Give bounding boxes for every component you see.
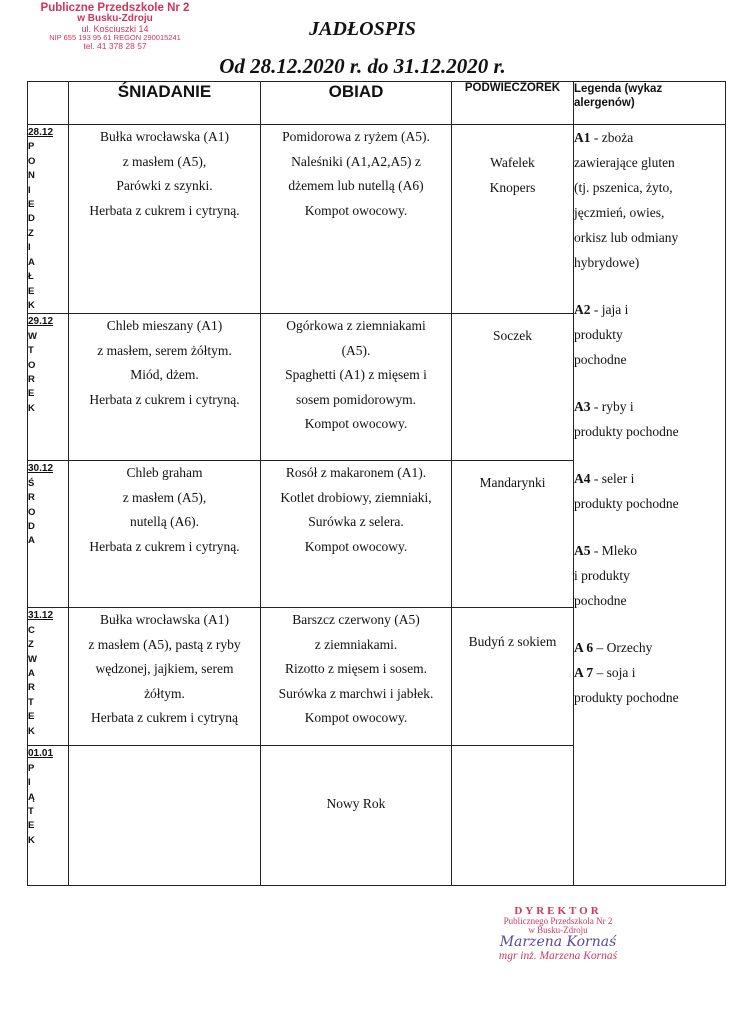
stamp-line-3: ul. Kościuszki 14 — [81, 23, 149, 34]
stamp-line-5: tel. 41 378 28 57 — [83, 40, 147, 51]
day-date: 01.01 — [28, 748, 54, 760]
legend-text: pochodne — [574, 593, 627, 608]
day-name-letter: O — [28, 359, 36, 371]
legend-item — [574, 125, 725, 275]
day-date: 28.12 — [28, 127, 54, 138]
breakfast-cell — [69, 125, 261, 314]
menu-line: Kotlet drobiowy, ziemniaki, — [280, 489, 432, 505]
day-name-letter: W — [28, 330, 37, 342]
menu-line: Naleśniki (A1,A2,A5) z — [291, 153, 421, 169]
day-label — [28, 125, 69, 314]
day-name-letter: Ś — [28, 477, 35, 489]
snack-cell — [452, 608, 574, 746]
menu-line: Herbata z cukrem i cytryną. — [89, 391, 240, 407]
menu-line: Spaghetti (A1) z mięsem i — [285, 367, 427, 383]
lunch-cell — [261, 125, 452, 314]
legend-text: produkty pochodne — [574, 424, 679, 439]
legend-text: – Orzechy — [593, 640, 653, 655]
legend-line — [574, 660, 725, 685]
menu-line: Mandarynki — [479, 475, 546, 491]
date-range: Od 28.12.2020 r. do 31.12.2020 r. — [219, 54, 506, 78]
legend-code: A3 — [574, 399, 591, 414]
menu-line: Miód, dżem. — [130, 367, 199, 383]
legend-line — [574, 466, 725, 491]
breakfast-cell — [69, 314, 261, 461]
legend-item — [574, 394, 725, 444]
menu-line: Chleb mieszany (A1) — [106, 318, 223, 334]
lunch-cell — [261, 746, 452, 886]
day-name-letter: R — [28, 492, 35, 504]
legend-item — [574, 466, 725, 516]
legend-text: zawierające gluten — [574, 155, 675, 170]
day-name-letter: T — [28, 696, 34, 708]
legend-text: – soja i — [593, 665, 636, 680]
menu-line: z masłem (A5), — [122, 153, 207, 169]
day-name-letter: E — [28, 285, 35, 297]
menu-line: Bułka wrocławska (A1) — [100, 129, 229, 144]
legend-code: A2 — [574, 302, 591, 317]
legend-line — [574, 347, 725, 372]
director-name: mgr inż. Marzena Kornaś — [498, 950, 618, 963]
day-date: 31.12 — [28, 610, 54, 622]
day-name-letter: Z — [28, 639, 34, 651]
day-label — [28, 314, 69, 461]
legend-code: A1 — [574, 130, 591, 145]
header-snack: PODWIECZOREK — [452, 82, 574, 125]
menu-line: Kompot owocowy. — [304, 416, 408, 432]
day-name-letter: A — [28, 667, 35, 679]
legend-text: hybrydowe) — [574, 255, 640, 270]
header-legend: Legenda (wykaz alergenów) — [574, 82, 726, 125]
breakfast-cell — [69, 746, 261, 886]
director-signature — [478, 905, 638, 962]
menu-line: Nowy Rok — [326, 796, 386, 812]
legend-line — [574, 419, 725, 444]
day-name-letter: O — [28, 506, 36, 518]
day-name-letter: W — [28, 653, 37, 665]
day-name-letter: D — [28, 213, 35, 225]
stamp-line-2: w Busku-Zdroju — [77, 13, 153, 25]
menu-line: Kompot owocowy. — [304, 202, 408, 218]
day-name-letter: K — [28, 725, 35, 737]
day-name-letter: K — [28, 300, 35, 311]
legend-line — [574, 685, 725, 710]
menu-line: Rizotto z mięsem i sosem. — [284, 661, 428, 677]
legend-item — [574, 635, 725, 660]
signature-line-1: Publicznego Przedszkola Nr 2 — [503, 916, 613, 926]
day-name-letter: K — [28, 834, 35, 846]
legend-spacer — [574, 516, 725, 538]
legend-line — [574, 125, 725, 150]
header-lunch: OBIAD — [261, 82, 452, 125]
day-date: 30.12 — [28, 463, 54, 475]
menu-line: dżemem lub nutellą (A6) — [288, 178, 424, 193]
day-name-letter: E — [28, 198, 35, 210]
day-name-letter: D — [28, 520, 35, 532]
legend-spacer — [574, 613, 725, 635]
legend-line — [574, 538, 725, 563]
legend-text: pochodne — [574, 352, 627, 367]
menu-line: Surówka z selera. — [308, 514, 404, 530]
menu-line: wędzonej, jajkiem, serem — [95, 661, 234, 677]
header-breakfast: ŚNIADANIE — [69, 82, 261, 125]
stamp-line-4: NIP 655 193 95 61 REGON 290015241 — [49, 33, 181, 42]
director-title: DYREKTOR — [514, 905, 602, 917]
menu-line: Budyń z sokiem — [468, 634, 557, 650]
legend-line — [574, 635, 725, 660]
handwritten-signature: Marzena Kornaś — [499, 934, 617, 950]
snack-cell — [452, 125, 574, 314]
legend-line — [574, 491, 725, 516]
menu-line: z masłem, serem żółtym. — [97, 342, 232, 358]
day-name-letter: Ą — [28, 791, 35, 803]
menu-line: Rosół z makaronem (A1). — [285, 465, 427, 481]
day-name-letter: P — [28, 141, 35, 153]
legend-line — [574, 322, 725, 347]
day-name-letter: E — [28, 711, 35, 723]
menu-line: Soczek — [493, 328, 532, 344]
menu-table — [27, 81, 726, 886]
legend-text: - zboża — [590, 130, 634, 145]
day-date: 29.12 — [28, 316, 54, 328]
legend-text: - jaja i — [590, 302, 629, 317]
day-name-letter: A — [28, 535, 35, 547]
legend-line — [574, 150, 725, 175]
menu-line: Herbata z cukrem i cytryną. — [89, 202, 240, 218]
menu-line: Kompot owocowy. — [304, 538, 408, 554]
stamp-line-1: Publiczne Przedszkole Nr 2 — [40, 2, 190, 14]
breakfast-cell — [69, 461, 261, 608]
legend-line — [574, 225, 725, 250]
menu-line: Surówka z marchwi i jabłek. — [278, 685, 434, 701]
day-label — [28, 746, 69, 886]
snack-cell — [452, 461, 574, 608]
day-name-letter: C — [28, 624, 35, 636]
legend-item — [574, 297, 725, 372]
legend-text: - seler i — [590, 471, 635, 486]
legend-line — [574, 175, 725, 200]
menu-line: Barszcz czerwony (A5) — [292, 612, 420, 628]
day-name-letter: K — [28, 402, 35, 414]
legend-code: A 6 — [574, 640, 594, 655]
menu-line: Ogórkowa z ziemniakami — [286, 318, 426, 334]
legend-line — [574, 394, 725, 419]
menu-line: Knopers — [489, 179, 536, 195]
day-name-letter: R — [28, 373, 35, 385]
legend-line — [574, 250, 725, 275]
legend-code: A5 — [574, 543, 591, 558]
legend-text: orkisz lub odmiany — [574, 230, 679, 245]
menu-line: Bułka wrocławska (A1) — [100, 612, 229, 628]
legend-code: A 7 — [574, 665, 594, 680]
menu-line: z ziemniakami. — [314, 636, 398, 652]
legend-line — [574, 588, 725, 613]
day-name-letter: E — [28, 820, 35, 832]
menu-line: z masłem (A5), pastą z ryby — [88, 636, 241, 652]
lunch-cell — [261, 608, 452, 746]
day-name-letter: A — [28, 256, 35, 268]
menu-line: Kompot owocowy. — [304, 710, 408, 726]
legend-item — [574, 538, 725, 613]
menu-line: (A5). — [341, 342, 371, 358]
day-name-letter: P — [28, 762, 35, 774]
snack-cell — [452, 314, 574, 461]
day-name-letter: O — [28, 155, 36, 167]
menu-line: sosem pomidorowym. — [296, 391, 416, 407]
day-row — [28, 125, 726, 314]
legend-text: i produkty — [574, 568, 630, 583]
breakfast-cell — [69, 608, 261, 746]
legend-spacer — [574, 372, 725, 394]
day-name-letter: E — [28, 388, 35, 400]
day-name-letter: I — [28, 242, 31, 254]
legend-text: - Mleko — [590, 543, 637, 558]
menu-line: Herbata z cukrem i cytryną. — [89, 538, 240, 554]
day-name-letter: Ł — [28, 271, 34, 283]
legend-text: - ryby i — [590, 399, 634, 414]
legend-line — [574, 563, 725, 588]
legend-text: jęczmień, owies, — [574, 205, 665, 220]
menu-line: Herbata z cukrem i cytryną — [91, 710, 238, 726]
legend-line — [574, 297, 725, 322]
day-label — [28, 608, 69, 746]
legend-spacer — [574, 444, 725, 466]
menu-line: Chleb graham — [126, 465, 203, 481]
menu-line: nutellą (A6). — [130, 514, 199, 530]
menu-line: Pomidorowa z ryżem (A5). — [282, 129, 430, 144]
legend-text: (tj. pszenica, żyto, — [574, 180, 673, 195]
header-day — [28, 82, 69, 125]
day-name-letter: I — [28, 777, 31, 789]
day-name-letter: R — [28, 682, 35, 694]
legend-text: produkty pochodne — [574, 690, 679, 705]
legend-code: A4 — [574, 471, 591, 486]
signature-line-2: w Busku-Zdroju — [528, 925, 588, 935]
snack-cell — [452, 746, 574, 886]
legend-item — [574, 660, 725, 710]
day-label — [28, 461, 69, 608]
legend-text: produkty pochodne — [574, 496, 679, 511]
allergen-legend — [574, 125, 726, 886]
lunch-cell — [261, 314, 452, 461]
legend-text: produkty — [574, 327, 623, 342]
day-name-letter: N — [28, 170, 35, 182]
menu-line: Parówki z szynki. — [116, 178, 213, 193]
menu-line: żółtym. — [144, 685, 185, 701]
lunch-cell — [261, 461, 452, 608]
page-title: JADŁOSPIS — [309, 18, 416, 40]
header-row — [28, 82, 726, 125]
day-name-letter: Z — [28, 227, 34, 239]
day-name-letter: T — [28, 345, 34, 357]
day-name-letter: I — [28, 184, 31, 196]
menu-line: Wafelek — [490, 155, 535, 170]
day-name-letter: T — [28, 805, 34, 817]
legend-line — [574, 200, 725, 225]
menu-line: z masłem (A5), — [122, 489, 207, 505]
legend-spacer — [574, 275, 725, 297]
